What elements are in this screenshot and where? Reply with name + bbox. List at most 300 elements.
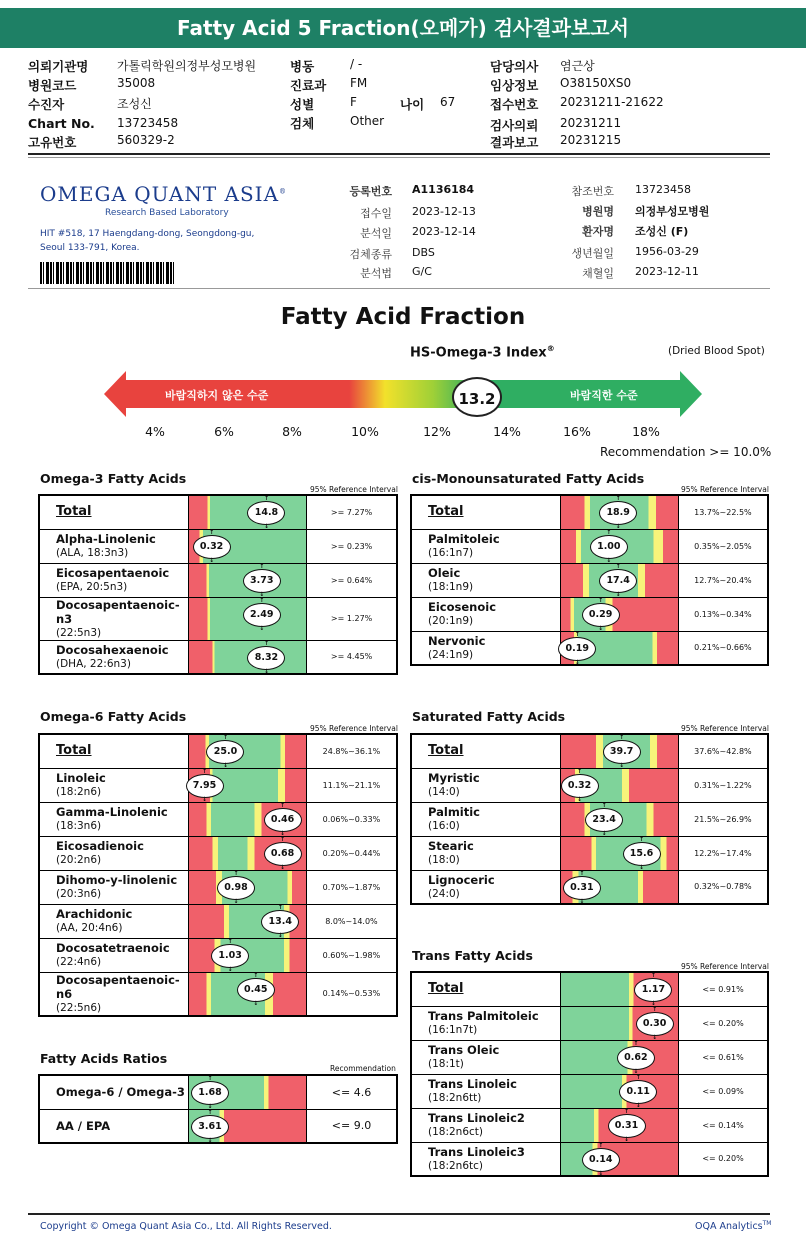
saturated-row-name — [411, 768, 560, 802]
omega3-result-bar — [189, 495, 307, 529]
trans-result-bar — [560, 1142, 678, 1176]
fatty-acid-name: Trans Oleic — [428, 1043, 500, 1057]
saturated-row-0 — [411, 734, 768, 768]
reference-interval: >= 1.27% — [307, 597, 397, 640]
omega6-row-name — [39, 768, 189, 802]
omega6-result-bar — [189, 972, 307, 1016]
label-method: 분석법 — [360, 267, 392, 280]
ratios-section-title: Fatty Acids Ratios — [40, 1051, 168, 1066]
mono-row-name — [411, 631, 560, 665]
value-collection-date: 2023-12-11 — [635, 265, 699, 278]
ratios-row-0 — [39, 1075, 397, 1109]
fatty-acid-name: Total — [428, 981, 464, 997]
omega3-row-name — [39, 563, 189, 597]
omega6-row-3 — [39, 836, 397, 870]
info-divider — [28, 288, 770, 289]
omega3-row-1 — [39, 529, 397, 563]
fatty-acid-name: Trans Linoleic — [428, 1077, 517, 1091]
fatty-acid-notation: (EPA, 20:5n3) — [56, 581, 128, 593]
trans-result-bar — [560, 1074, 678, 1108]
copyright: Copyright © Omega Quant Asia Co., Ltd. All Rights Reserved. — [40, 1221, 332, 1232]
trans-table — [410, 971, 769, 1177]
omega3-row-4 — [39, 640, 397, 674]
omega6-row-name — [39, 836, 189, 870]
label-ward: 병동 — [290, 59, 315, 74]
fatty-acid-notation: (14:0) — [428, 786, 460, 798]
mono-result-bar — [560, 597, 678, 631]
result-value-marker: ↑ 13.4 ↓ — [261, 910, 299, 934]
fatty-acid-notation: (18:1t) — [428, 1058, 464, 1070]
fatty-acid-name: Arachidonic — [56, 907, 133, 921]
reference-interval: <= 0.20% — [679, 1006, 769, 1040]
fatty-acid-notation: (20:2n6) — [56, 854, 102, 866]
fatty-acid-name: Total — [428, 743, 464, 759]
omega6-row-name — [39, 802, 189, 836]
mono-row-2 — [411, 563, 768, 597]
trans-row-name — [411, 1040, 560, 1074]
result-value-marker: ↑ 3.73 ↓ — [243, 569, 281, 593]
ratios-result-bar — [188, 1109, 306, 1143]
omega6-row-1 — [39, 768, 397, 802]
mono-result-bar — [560, 529, 678, 563]
value-request-date: 20231211 — [560, 116, 622, 130]
omega6-row-name — [39, 972, 189, 1016]
reference-interval: >= 0.64% — [307, 563, 397, 597]
label-patient: 수진자 — [28, 97, 65, 112]
fatty-acid-name: Total — [56, 743, 92, 759]
index-recommendation: Recommendation >= 10.0% — [600, 445, 772, 459]
omega6-row-name — [39, 870, 189, 904]
value-sex: F — [350, 95, 357, 109]
fatty-acid-notation: (22:5n3) — [56, 626, 102, 639]
result-value-marker: ↑ 1.00 ↓ — [590, 535, 628, 559]
trans-row-5 — [411, 1142, 768, 1176]
result-value-marker: ↑ 0.98 ↓ — [217, 876, 255, 900]
lab-address-line2: Seoul 133-791, Korea. — [40, 243, 140, 253]
trans-row-name — [411, 1006, 560, 1040]
fatty-acid-name: Myristic — [428, 771, 480, 785]
reference-interval: 0.32%~0.78% — [678, 870, 768, 904]
reference-interval: 12.2%~17.4% — [678, 836, 768, 870]
reference-interval: 13.7%~22.5% — [678, 495, 768, 529]
omega3-table — [38, 494, 398, 675]
omega6-table — [38, 733, 398, 1017]
fatty-acid-notation: (18:2n6ct) — [428, 1126, 483, 1138]
mono-table — [410, 494, 769, 666]
fatty-acid-notation: (DHA, 22:6n3) — [56, 657, 131, 670]
omega3-section-title: Omega-3 Fatty Acids — [40, 471, 187, 486]
fatty-acid-name: Trans Palmitoleic — [428, 1009, 539, 1023]
trans-result-bar — [560, 1040, 678, 1074]
trans-result-bar — [560, 972, 678, 1006]
label-doctor: 담당의사 — [490, 59, 539, 74]
undesirable-level-label: 바람직하지 않은 수준 — [165, 389, 269, 402]
trans-row-0 — [411, 972, 768, 1006]
saturated-result-bar — [560, 870, 678, 904]
saturated-row-4 — [411, 870, 768, 904]
value-hospital-code: 35008 — [117, 76, 156, 90]
lab-logo-registered: ® — [279, 187, 288, 196]
value-unique-id: 560329-2 — [117, 133, 175, 147]
reference-interval: <= 0.20% — [679, 1142, 769, 1176]
reference-interval: 11.1%~21.1% — [306, 768, 397, 802]
value-patient: 조성신 — [117, 97, 152, 111]
trans-ref-interval-label: 95% Reference Interval — [681, 962, 769, 971]
fatty-acid-name: Total — [428, 504, 464, 520]
value-chart-no: 13723458 — [117, 116, 179, 130]
omega6-section-title: Omega-6 Fatty Acids — [40, 709, 187, 724]
fatty-acid-name: Docosapentaenoic-n6 — [56, 972, 180, 1001]
saturated-row-name — [411, 734, 560, 768]
fatty-acid-notation: (18:1n9) — [428, 581, 474, 593]
saturated-row-3 — [411, 836, 768, 870]
label-age: 나이 — [400, 97, 425, 112]
result-value-marker: ↑ 0.11 ↓ — [619, 1080, 657, 1104]
mono-row-name — [411, 529, 560, 563]
label-reference-no: 참조번호 — [571, 185, 614, 198]
ratios-row-name — [39, 1109, 188, 1143]
saturated-section-title: Saturated Fatty Acids — [412, 709, 566, 724]
fatty-acid-name: Oleic — [428, 566, 461, 580]
tick-6: 6% — [214, 424, 234, 439]
mono-row-name — [411, 597, 560, 631]
value-department: FM — [350, 76, 368, 90]
omega6-result-bar — [189, 802, 307, 836]
barcode — [40, 262, 176, 284]
value-receipt-date: 2023-12-13 — [412, 205, 476, 218]
omega3-row-name — [39, 529, 189, 563]
fatty-acid-name: Trans Linoleic2 — [428, 1111, 525, 1125]
result-value-marker: ↑ 7.95 ↓ — [186, 774, 224, 798]
fatty-acid-notation: (18:2n6) — [56, 786, 102, 798]
reference-interval: 0.13%~0.34% — [678, 597, 768, 631]
oqa-analytics-brand — [695, 1220, 771, 1232]
tick-4: 4% — [145, 424, 165, 439]
reference-interval: 0.20%~0.44% — [306, 836, 397, 870]
reference-interval: <= 4.6 — [307, 1075, 397, 1109]
result-value-marker: ↑ 0.31 ↓ — [608, 1114, 646, 1138]
label-patient-name: 환자명 — [582, 225, 614, 238]
mono-result-bar — [560, 495, 678, 529]
result-value-marker: ↑ 0.62 ↓ — [617, 1046, 655, 1070]
saturated-result-bar — [560, 768, 678, 802]
result-value-marker: ↑ 0.19 ↓ — [558, 637, 596, 661]
reference-interval: 0.60%~1.98% — [306, 938, 397, 972]
label-registration-no: 등록번호 — [349, 185, 392, 198]
value-method: G/C — [412, 265, 432, 278]
value-patient-name: 조성신 (F) — [635, 225, 689, 238]
fatty-acid-name: Trans Linoleic3 — [428, 1144, 525, 1159]
result-value-marker: ↑ 0.45 ↓ — [237, 978, 275, 1002]
value-receipt-no: 20231211-21622 — [560, 95, 664, 109]
lab-subtitle: Research Based Laboratory — [105, 208, 229, 218]
reference-interval: 0.14%~0.53% — [306, 972, 397, 1016]
mono-ref-interval-label: 95% Reference Interval — [681, 485, 769, 494]
saturated-result-bar — [560, 836, 678, 870]
fatty-acid-name: Eicosapentaenoic — [56, 566, 170, 580]
reference-interval: <= 0.09% — [679, 1074, 769, 1108]
mono-row-1 — [411, 529, 768, 563]
result-value-marker: ↑ 25.0 ↓ — [206, 740, 244, 764]
reference-interval: 0.35%~2.05% — [678, 529, 768, 563]
fatty-acid-name: Lignoceric — [428, 872, 495, 887]
fatty-acid-name: Palmitic — [428, 805, 481, 819]
saturated-row-name — [411, 836, 560, 870]
mono-row-name — [411, 495, 560, 529]
trans-row-4 — [411, 1108, 768, 1142]
reference-interval: 24.8%~36.1% — [306, 734, 397, 768]
omega6-row-7 — [39, 972, 397, 1016]
tick-18: 18% — [632, 424, 660, 439]
ratios-table — [38, 1074, 398, 1144]
tick-16: 16% — [563, 424, 591, 439]
value-requesting-institution: 가톨릭학원의정부성모병원 — [117, 59, 257, 73]
omega6-row-4 — [39, 870, 397, 904]
omega6-row-2 — [39, 802, 397, 836]
header-divider-thin — [28, 157, 770, 158]
fatty-acid-fraction-title: Fatty Acid Fraction — [280, 304, 526, 330]
result-value-marker: ↑ 3.61 ↓ — [191, 1115, 229, 1139]
omega6-ref-interval-label: 95% Reference Interval — [310, 724, 398, 733]
omega6-row-name — [39, 734, 189, 768]
value-hospital-name: 의정부성모병원 — [635, 205, 710, 218]
lab-logo-text: OMEGA QUANT ASIA — [40, 182, 280, 206]
ratios-recommendation-label: Recommendation — [330, 1064, 396, 1073]
fatty-acid-name: Gamma-Linolenic — [56, 805, 168, 819]
fatty-acid-notation: (18:3n6) — [56, 820, 102, 832]
trans-result-bar — [560, 1108, 678, 1142]
fatty-acid-name: Omega-6 / Omega-3 — [56, 1085, 185, 1100]
result-value-marker: ↑ 18.9 ↓ — [599, 501, 637, 525]
tick-10: 10% — [351, 424, 379, 439]
fatty-acid-name: Palmitoleic — [428, 532, 500, 546]
omega3-row-name — [39, 495, 189, 529]
fatty-acid-notation: (24:1n9) — [428, 648, 474, 661]
index-title-text: HS-Omega-3 Index — [410, 345, 547, 361]
fatty-acid-notation: (18:2n6tt) — [428, 1092, 482, 1104]
trans-row-1 — [411, 1006, 768, 1040]
result-value-marker: ↑ 0.32 ↓ — [193, 535, 231, 559]
reference-interval: 0.06%~0.33% — [306, 802, 397, 836]
omega6-result-bar — [189, 768, 307, 802]
index-title-registered: ® — [546, 344, 555, 353]
report-title-banner: Fatty Acid 5 Fraction(오메가) 검사결과보고서 — [0, 8, 806, 48]
fatty-acid-notation: (22:5n6) — [56, 1001, 102, 1014]
label-specimen: 검체 — [290, 116, 315, 131]
fatty-acid-name: Alpha-Linolenic — [56, 532, 156, 546]
lab-logo — [40, 182, 287, 206]
saturated-row-name — [411, 802, 560, 836]
result-value-marker: ↑ 0.32 ↓ — [561, 774, 599, 798]
trans-result-bar — [560, 1006, 678, 1040]
reference-interval: >= 0.23% — [307, 529, 397, 563]
saturated-row-2 — [411, 802, 768, 836]
omega3-row-3 — [39, 597, 397, 640]
fatty-acid-name: Total — [56, 504, 92, 520]
value-reference-no: 13723458 — [635, 183, 691, 196]
value-analysis-date: 2023-12-14 — [412, 225, 476, 238]
saturated-row-name — [411, 870, 560, 904]
value-birth-date: 1956-03-29 — [635, 245, 699, 258]
reference-interval: 0.70%~1.87% — [306, 870, 397, 904]
fatty-acid-name: Eicosenoic — [428, 600, 497, 614]
label-analysis-date: 분석일 — [360, 227, 392, 240]
label-collection-date: 채혈일 — [582, 267, 614, 280]
footer-divider — [28, 1213, 770, 1215]
fatty-acid-notation: (22:4n6) — [56, 956, 102, 968]
fatty-acid-notation: (24:0) — [428, 887, 460, 900]
tick-8: 8% — [282, 424, 302, 439]
value-clinical-info: O38150XS0 — [560, 76, 632, 90]
result-value-marker: ↑ 0.29 ↓ — [582, 603, 620, 627]
reference-interval: <= 0.91% — [679, 972, 769, 1006]
reference-interval: 8.0%~14.0% — [306, 904, 397, 938]
value-age: 67 — [440, 95, 456, 109]
omega3-index-value: 13.2 — [452, 377, 502, 417]
fatty-acid-notation: (16:1n7) — [428, 547, 474, 559]
omega6-result-bar — [189, 836, 307, 870]
value-registration-no: A1136184 — [412, 183, 475, 196]
fatty-acid-name: Nervonic — [428, 633, 486, 648]
reference-interval: 0.31%~1.22% — [678, 768, 768, 802]
omega6-row-name — [39, 938, 189, 972]
saturated-row-1 — [411, 768, 768, 802]
result-value-marker: ↑ 39.7 ↓ — [603, 740, 641, 764]
mono-result-bar — [560, 631, 678, 665]
omega3-result-bar — [189, 563, 307, 597]
value-report-date: 20231215 — [560, 133, 622, 147]
reference-interval: 0.21%~0.66% — [678, 631, 768, 665]
tick-14: 14% — [493, 424, 521, 439]
result-value-marker: ↑ 2.49 ↓ — [243, 603, 281, 627]
fatty-acid-notation: (16:1n7t) — [428, 1024, 478, 1036]
fatty-acid-notation: (18:2n6tc) — [428, 1159, 483, 1172]
result-value-marker: ↑ 0.14 ↓ — [582, 1148, 620, 1172]
fatty-acid-name: Eicosadienoic — [56, 839, 144, 853]
fatty-acid-name: Docosapentaenoic-n3 — [56, 597, 180, 626]
fatty-acid-name: Linoleic — [56, 771, 106, 785]
fatty-acid-name: Stearic — [428, 839, 474, 853]
label-department: 진료과 — [290, 78, 327, 93]
mono-section-title: cis-Monounsaturated Fatty Acids — [412, 471, 645, 486]
fatty-acid-name: Docosatetraenoic — [56, 941, 170, 955]
fatty-acid-notation: (AA, 20:4n6) — [56, 922, 123, 934]
reference-interval: 21.5%~26.9% — [678, 802, 768, 836]
fatty-acid-notation: (ALA, 18:3n3) — [56, 547, 129, 559]
result-value-marker: ↑ 0.46 ↓ — [264, 808, 302, 832]
fatty-acid-name: AA / EPA — [56, 1118, 111, 1133]
result-value-marker: ↑ 15.6 ↓ — [623, 842, 661, 866]
omega6-row-5 — [39, 904, 397, 938]
brand-trademark: TM — [762, 1220, 772, 1227]
trans-row-name — [411, 972, 560, 1006]
reference-interval: 37.6%~42.8% — [678, 734, 768, 768]
reference-interval: 12.7%~20.4% — [678, 563, 768, 597]
label-hospital-name: 병원명 — [582, 205, 614, 218]
omega3-row-0 — [39, 495, 397, 529]
omega3-row-name — [39, 597, 189, 640]
value-ward: / - — [350, 57, 363, 71]
fatty-acid-notation: (18:0) — [428, 854, 460, 866]
omega3-row-name — [39, 640, 189, 674]
label-requesting-institution: 의뢰기관명 — [28, 59, 89, 74]
result-value-marker: ↑ 0.68 ↓ — [264, 842, 302, 866]
reference-interval: <= 0.14% — [679, 1108, 769, 1142]
ratios-row-name — [39, 1075, 188, 1109]
saturated-table — [410, 733, 769, 905]
result-value-marker: ↑ 17.4 ↓ — [599, 569, 637, 593]
hs-omega3-index-title — [410, 344, 555, 360]
result-value-marker: ↑ 1.17 ↓ — [634, 978, 672, 1002]
label-receipt-no: 접수번호 — [490, 97, 539, 112]
result-value-marker: ↑ 14.8 ↓ — [247, 501, 285, 525]
fatty-acid-notation: (20:1n9) — [428, 615, 474, 627]
value-specimen: Other — [350, 114, 385, 128]
saturated-ref-interval-label: 95% Reference Interval — [681, 724, 769, 733]
reference-interval: >= 7.27% — [307, 495, 397, 529]
desirable-level-label: 바람직한 수준 — [570, 389, 638, 402]
omega6-row-6 — [39, 938, 397, 972]
mono-row-4 — [411, 631, 768, 665]
label-unique-id: 고유번호 — [28, 135, 77, 150]
trans-section-title: Trans Fatty Acids — [412, 948, 533, 963]
omega3-result-bar — [189, 597, 307, 640]
lab-address-line1: HIT #518, 17 Haengdang-dong, Seongdong-gu, — [40, 229, 255, 239]
result-value-marker: ↑ 0.30 ↓ — [636, 1012, 674, 1036]
ratios-result-bar — [188, 1075, 306, 1109]
trans-row-name — [411, 1142, 560, 1176]
omega3-row-2 — [39, 563, 397, 597]
fatty-acid-notation: (16:0) — [428, 820, 460, 832]
brand-text: OQA Analytics — [695, 1221, 763, 1233]
omega3-result-bar — [189, 529, 307, 563]
value-specimen-type: DBS — [412, 246, 435, 259]
omega6-row-name — [39, 904, 189, 938]
omega6-result-bar — [189, 870, 307, 904]
label-sex: 성별 — [290, 97, 315, 112]
omega6-row-0 — [39, 734, 397, 768]
omega6-result-bar — [189, 938, 307, 972]
ratios-row-1 — [39, 1109, 397, 1143]
header-divider — [28, 153, 770, 155]
result-value-marker: ↑ 1.68 ↓ — [191, 1081, 229, 1105]
label-specimen-type: 검체종류 — [349, 248, 392, 261]
reference-interval: >= 4.45% — [307, 640, 397, 674]
omega3-ref-interval-label: 95% Reference Interval — [310, 485, 398, 494]
label-report-date: 결과보고 — [490, 135, 539, 150]
saturated-result-bar — [560, 802, 678, 836]
result-value-marker: ↑ 23.4 ↓ — [585, 808, 623, 832]
omega6-result-bar — [189, 734, 307, 768]
value-doctor: 염근상 — [560, 59, 595, 73]
mono-row-3 — [411, 597, 768, 631]
result-value-marker: ↑ 1.03 ↓ — [211, 944, 249, 968]
mono-result-bar — [560, 563, 678, 597]
label-clinical-info: 임상정보 — [490, 78, 539, 93]
tick-12: 12% — [423, 424, 451, 439]
label-hospital-code: 병원코드 — [28, 78, 77, 93]
trans-row-name — [411, 1074, 560, 1108]
sample-type-label: (Dried Blood Spot) — [668, 345, 765, 357]
omega3-result-bar — [189, 640, 307, 674]
label-request-date: 검사의뢰 — [490, 118, 539, 133]
label-chart-no: Chart No. — [28, 116, 95, 131]
mono-row-0 — [411, 495, 768, 529]
label-receipt-date: 접수일 — [360, 207, 392, 220]
trans-row-3 — [411, 1074, 768, 1108]
omega6-result-bar — [189, 904, 307, 938]
trans-row-name — [411, 1108, 560, 1142]
